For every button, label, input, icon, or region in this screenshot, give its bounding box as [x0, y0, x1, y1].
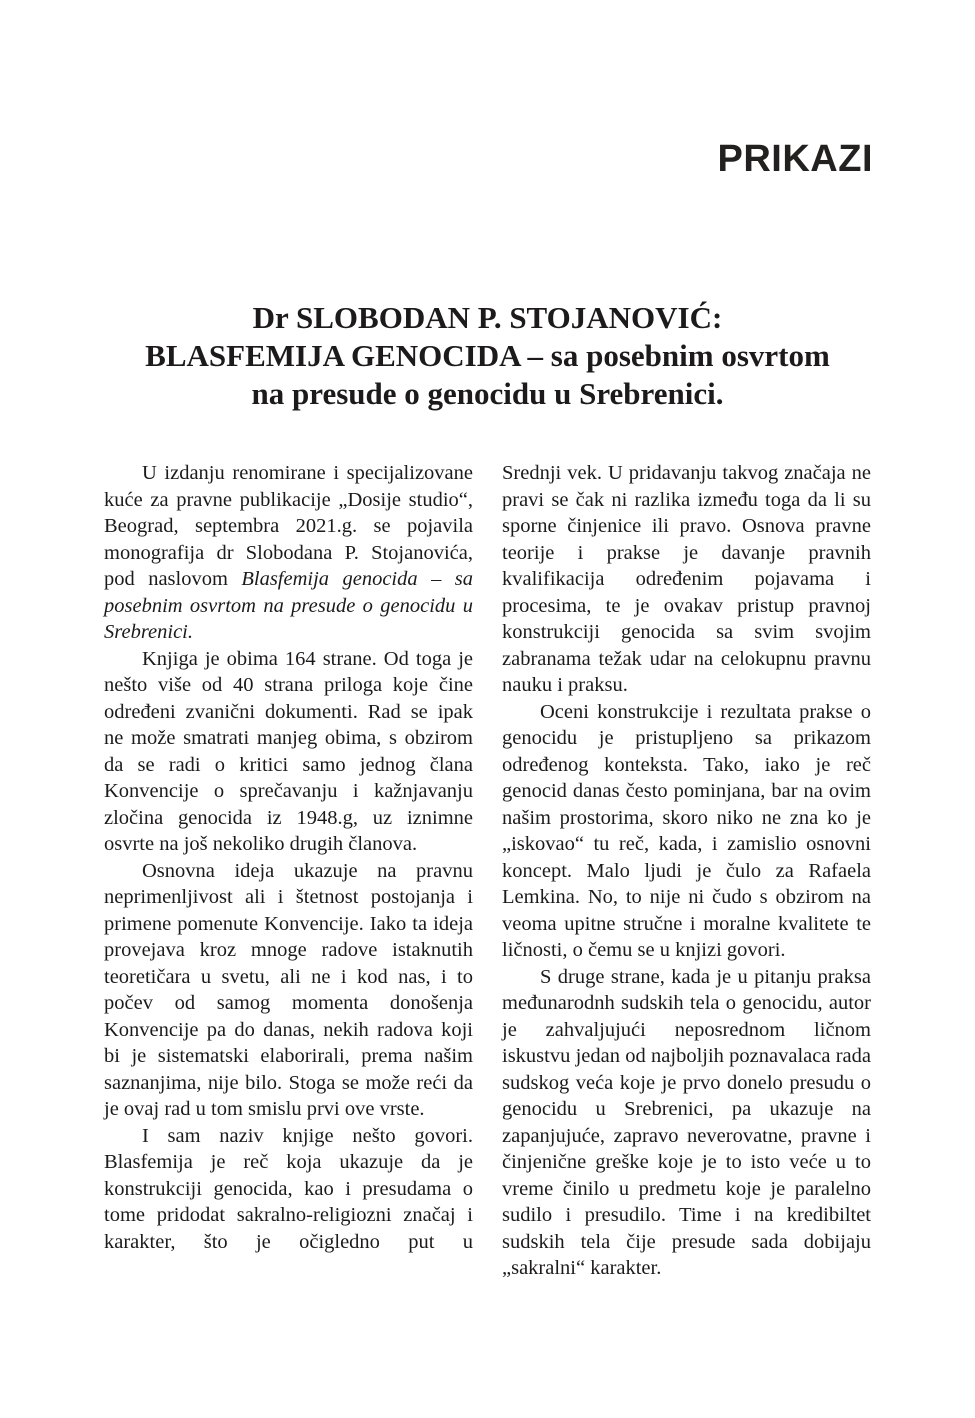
- paragraph-title-meaning: I sam naziv knjige nešto govori. Blasfemija je reč koja ukazuje da je konstrukciji genocida, kao i presudama o tome pridodat sakralno-religiozni značaj i karakter, što je očigledno put u: [104, 1124, 473, 1253]
- right-column: [502, 460, 871, 1282]
- paragraph-intro: [104, 460, 473, 646]
- paragraph-book-size: Knjiga je obima 164 strane. Od toga je nešto više od 40 strana priloga koje čine određeni zvanični dokumenti. Rad se ipak ne može smatrati manjeg obima, s obzirom da se radi o kritici samo jednog člana Konvencije o sprečavanju i kažnjavanju zločina genocida iz 1948.g, uz iznimne osvrte na još nekoliko drugih članova.: [104, 647, 473, 855]
- book-title-italic: Blasfemija genocida – sa posebnim osvrtom na presude o genocidu u Srebrenici.: [104, 568, 473, 643]
- two-column-body: [104, 460, 871, 1282]
- paragraph-title-meaning-continued: Srednji vek. U pridavanju takvog značaja ne pravi se čak ni razlika između toga da li su sporne činjenice ili pravo. Osnova pravne teorije i prakse je davanje pravnih kvalifikacija određenim pojavama i procesima, te je ovakav pristup pravnoj konstrukciji genocida sa svim svojim zabranama težak udar na celokupnu pravnu nauku i praksu.: [502, 462, 871, 696]
- article-title: [0, 299, 975, 413]
- article-title-line-2: BLASFEMIJA GENOCIDA – sa posebnim osvrtom: [145, 338, 830, 373]
- paragraph-main-idea: Osnovna ideja ukazuje na pravnu neprimenljivost ali i štetnost postojanja i primene pomenute Konvencije. Iako ta ideja provejava kroz mnoge radove istaknutih teoretičara u svetu, ali ne i kod nas, i to počev od samog momenta donošenja Konvencije pa do danas, nekih radova koji bi je sistematski elaborirali, prema našim saznanjima, nije bilo. Stoga se može reći da je ovaj rad u tom smislu prvi ove vrste.: [104, 859, 473, 1120]
- paragraph-court-practice: S druge strane, kada je u pitanju praksa međunarodnh sudskih tela o genocidu, autor je zahvaljujući neposrednom ličnom iskustvu jedan od najboljih poznavalaca rada sudskog veća koje je prvo donelo presudu o genocidu u Srebrenici, pa ukazuje na zapanjujuće, zapravo neverovatne, pravne i činjenične greške koje je to isto veće u to vreme činilo u predmetu koje je paralelno sudilo i presudilo. Time i na kredibiltet sudskih tela čije presude sada dobijaju „sakralni“ karakter.: [502, 965, 871, 1279]
- article-title-line-3: na presude o genocidu u Srebrenici.: [251, 376, 724, 411]
- article-title-line-1: Dr SLOBODAN P. STOJANOVIĆ:: [252, 300, 723, 335]
- left-column: [104, 460, 473, 1282]
- section-header: PRIKAZI: [717, 138, 873, 180]
- paragraph-intro-text: U izdanju renomirane i specijalizovane kuće za pravne publikacije „Dosije studio“, Beograd, septembra 2021.g. se pojavila monografija dr Slobodana P. Stojanovića, pod naslovom: [104, 462, 473, 590]
- paragraph-context: Oceni konstrukcije i rezultata prakse o genocidu je pristupljeno sa prikazom određenog konteksta. Tako, iako je reč genocid danas često pominjana, bar na ovim našim prostorima, skoro niko ne zna ko je „iskovao“ tu reč, kada, i zamislio osnovni koncept. Malo ljudi je čulo za Rafaela Lemkina. No, to nije ni čudo s obzirom na veoma upitne stručne i moralne kvalitete te ličnosti, o čemu se u knjizi govori.: [502, 700, 871, 961]
